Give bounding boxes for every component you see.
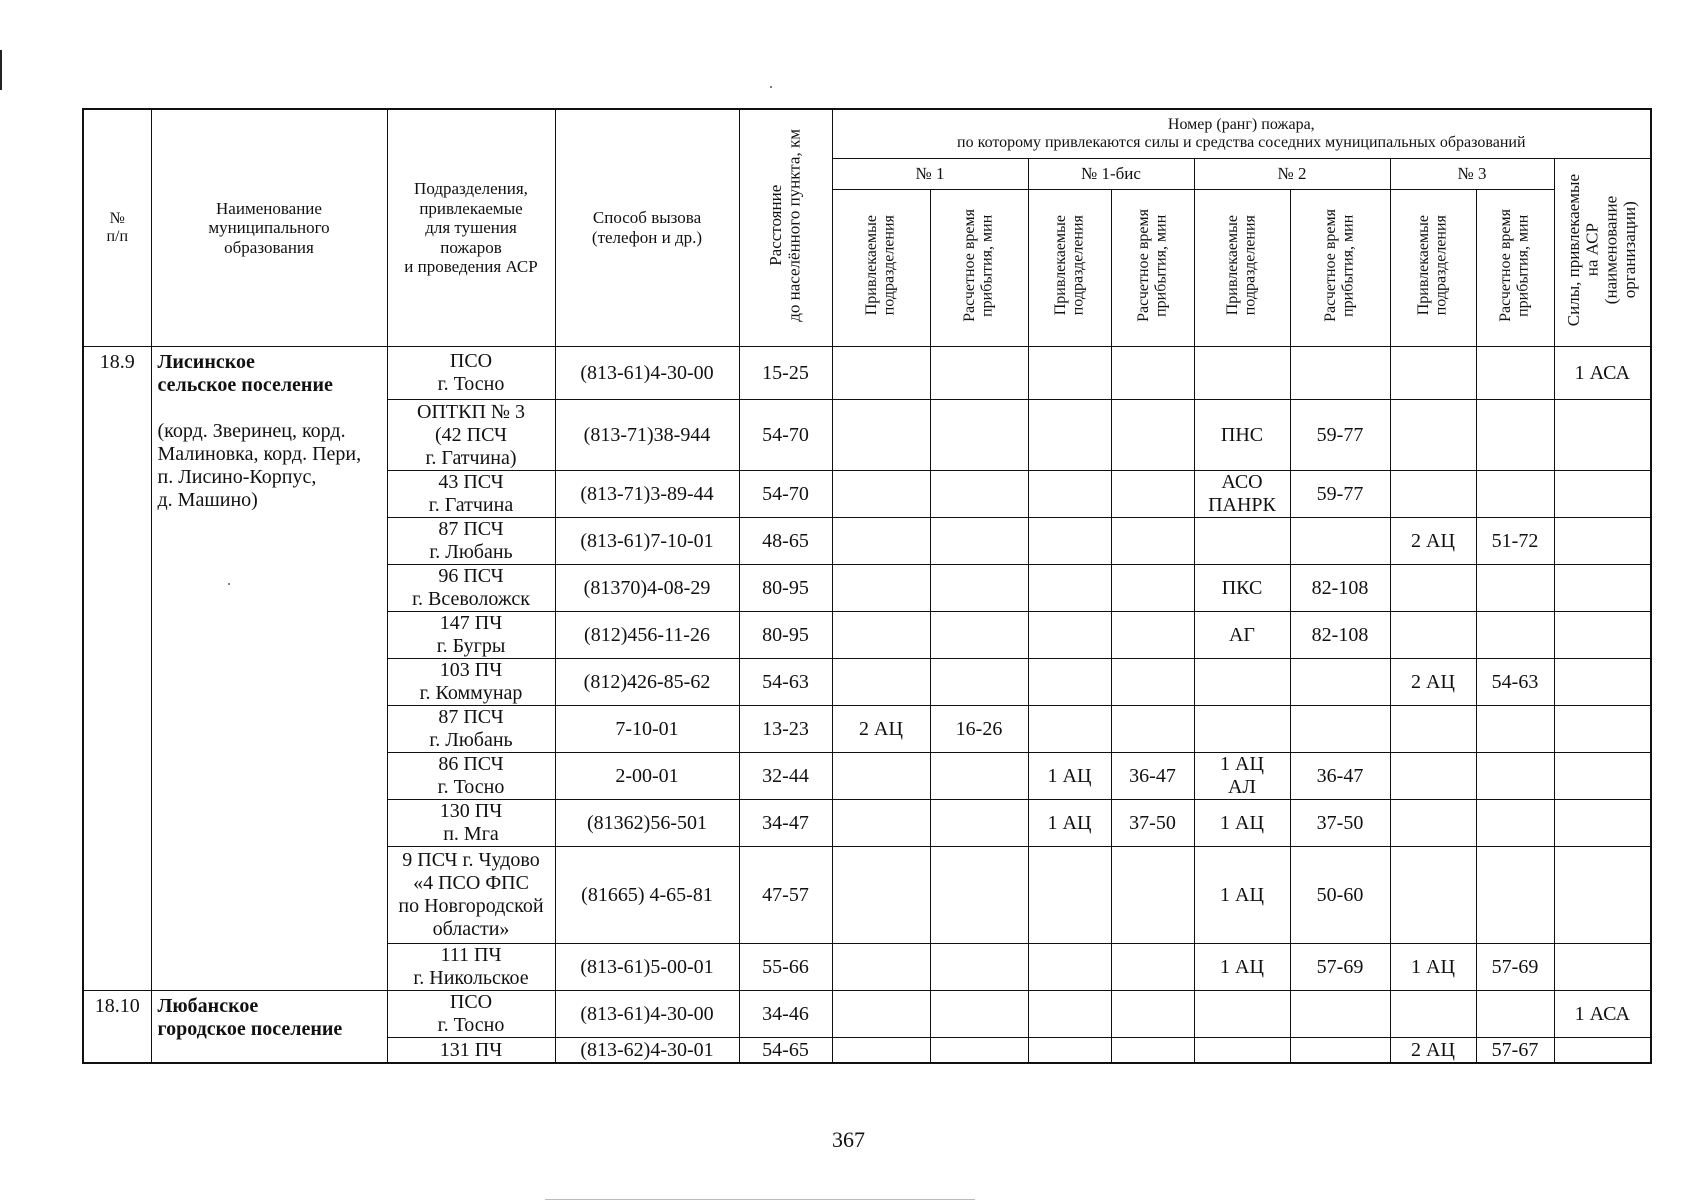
rank1bis-time-cell	[1111, 471, 1194, 518]
phone-cell: (812)426-85-62	[555, 659, 739, 706]
unit-cell: 87 ПСЧ г. Любань	[387, 706, 555, 753]
unit-cell: 9 ПСЧ г. Чудово «4 ПСО ФПС по Новгородской области»	[387, 847, 555, 944]
asr-cell	[1554, 659, 1651, 706]
rank3-units-cell	[1390, 347, 1476, 400]
asr-cell	[1554, 800, 1651, 847]
rank1-time-cell	[930, 612, 1028, 659]
unit-cell: 111 ПЧ г. Никольское	[387, 944, 555, 991]
rank1bis-time-cell	[1111, 659, 1194, 706]
asr-cell	[1554, 565, 1651, 612]
rank3-time-cell: 54-63	[1476, 659, 1554, 706]
rank2-units-cell: 1 АЦ АЛ	[1194, 753, 1290, 800]
rank1-units-cell	[832, 347, 930, 400]
rank2-time-cell	[1290, 347, 1390, 400]
rank1bis-units-cell	[1028, 565, 1111, 612]
phone-cell: (81665) 4-65-81	[555, 847, 739, 944]
header-fire-rank: Номер (ранг) пожара, по которому привлекаются силы и средства соседних муниципальных образований	[832, 109, 1651, 159]
rank3-time-cell: 57-69	[1476, 944, 1554, 991]
rank1-time-cell	[930, 565, 1028, 612]
rank1-units-cell	[832, 753, 930, 800]
phone-cell: (81362)56-501	[555, 800, 739, 847]
rank2-time-cell: 50-60	[1290, 847, 1390, 944]
header-rank1-time: Расчетное время прибытия, мин	[930, 190, 1028, 347]
rank1-time-cell	[930, 659, 1028, 706]
phone-cell: (813-61)7-10-01	[555, 518, 739, 565]
header-rank1bis-time: Расчетное время прибытия, мин	[1111, 190, 1194, 347]
rank1bis-units-cell	[1028, 471, 1111, 518]
rank1-units-cell	[832, 518, 930, 565]
header-rank2-time: Расчетное время прибытия, мин	[1290, 190, 1390, 347]
rank3-units-cell: 1 АЦ	[1390, 944, 1476, 991]
phone-cell: (812)456-11-26	[555, 612, 739, 659]
distance-cell: 54-63	[739, 659, 832, 706]
unit-cell: ПСО г. Тосно	[387, 991, 555, 1038]
rank1-time-cell	[930, 347, 1028, 400]
rank3-units-cell	[1390, 400, 1476, 471]
distance-cell: 55-66	[739, 944, 832, 991]
header-distance: Расстояние до населённого пункта, км	[739, 109, 832, 347]
rank3-time-cell	[1476, 991, 1554, 1038]
rank1-time-cell	[930, 400, 1028, 471]
asr-cell	[1554, 1038, 1651, 1064]
rank1bis-units-cell: 1 АЦ	[1028, 753, 1111, 800]
header-rank-1: № 1	[832, 159, 1028, 190]
rank1-time-cell	[930, 800, 1028, 847]
distance-cell: 54-65	[739, 1038, 832, 1064]
distance-cell: 13-23	[739, 706, 832, 753]
rank1bis-units-cell: 1 АЦ	[1028, 800, 1111, 847]
rank2-time-cell: 37-50	[1290, 800, 1390, 847]
fire-forces-table	[82, 108, 1652, 1064]
distance-cell: 34-47	[739, 800, 832, 847]
header-rank1-units: Привлекаемые подразделения	[832, 190, 930, 347]
rank2-units-cell: 1 АЦ	[1194, 847, 1290, 944]
rank3-time-cell: 57-67	[1476, 1038, 1554, 1064]
unit-cell: 130 ПЧ п. Мга	[387, 800, 555, 847]
header-rank3-units: Привлекаемые подразделения	[1390, 190, 1476, 347]
rank1bis-time-cell: 37-50	[1111, 800, 1194, 847]
header-rank2-units: Привлекаемые подразделения	[1194, 190, 1290, 347]
distance-cell: 54-70	[739, 400, 832, 471]
rank2-time-cell	[1290, 991, 1390, 1038]
rank3-time-cell	[1476, 347, 1554, 400]
header-municipality: Наименование муниципального образования	[151, 109, 387, 347]
rank2-units-cell	[1194, 991, 1290, 1038]
rank2-units-cell: АСО ПАНРК	[1194, 471, 1290, 518]
rank2-time-cell: 82-108	[1290, 612, 1390, 659]
asr-cell	[1554, 944, 1651, 991]
asr-cell	[1554, 753, 1651, 800]
header-asr-forces: Силы, привлекаемые на АСР (наименование организации)	[1554, 159, 1651, 347]
rank2-time-cell: 57-69	[1290, 944, 1390, 991]
rank1-time-cell	[930, 847, 1028, 944]
rank3-units-cell	[1390, 706, 1476, 753]
row-number: 18.10	[83, 991, 151, 1064]
header-rank-2: № 2	[1194, 159, 1390, 190]
asr-cell	[1554, 518, 1651, 565]
phone-cell: (81370)4-08-29	[555, 565, 739, 612]
phone-cell: 2-00-01	[555, 753, 739, 800]
header-rank1bis-units: Привлекаемые подразделения	[1028, 190, 1111, 347]
rank3-units-cell: 2 АЦ	[1390, 1038, 1476, 1064]
rank3-time-cell: 51-72	[1476, 518, 1554, 565]
phone-cell: (813-61)4-30-00	[555, 347, 739, 400]
distance-cell: 32-44	[739, 753, 832, 800]
rank1-time-cell	[930, 518, 1028, 565]
rank1-units-cell: 2 АЦ	[832, 706, 930, 753]
rank1bis-units-cell	[1028, 991, 1111, 1038]
phone-cell: (813-61)5-00-01	[555, 944, 739, 991]
rank1-units-cell	[832, 565, 930, 612]
header-rank-3: № 3	[1390, 159, 1554, 190]
rank1-units-cell	[832, 991, 930, 1038]
asr-cell	[1554, 706, 1651, 753]
rank2-time-cell	[1290, 518, 1390, 565]
rank1-units-cell	[832, 471, 930, 518]
rank1bis-time-cell: 36-47	[1111, 753, 1194, 800]
distance-cell: 34-46	[739, 991, 832, 1038]
rank3-time-cell	[1476, 706, 1554, 753]
rank1bis-time-cell	[1111, 400, 1194, 471]
row-number: 18.9	[83, 347, 151, 991]
phone-cell: (813-71)38-944	[555, 400, 739, 471]
rank1-units-cell	[832, 944, 930, 991]
rank1bis-time-cell	[1111, 944, 1194, 991]
rank1bis-units-cell	[1028, 706, 1111, 753]
unit-cell: 131 ПЧ	[387, 1038, 555, 1064]
rank3-time-cell	[1476, 565, 1554, 612]
table-row	[83, 991, 1651, 1038]
rank2-units-cell	[1194, 347, 1290, 400]
header-rank3-time: Расчетное время прибытия, мин	[1476, 190, 1554, 347]
unit-cell: 86 ПСЧ г. Тосно	[387, 753, 555, 800]
distance-cell: 47-57	[739, 847, 832, 944]
phone-cell: (813-61)4-30-00	[555, 991, 739, 1038]
rank2-time-cell: 59-77	[1290, 400, 1390, 471]
unit-cell: 87 ПСЧ г. Любань	[387, 518, 555, 565]
rank2-units-cell	[1194, 659, 1290, 706]
asr-cell: 1 АСА	[1554, 991, 1651, 1038]
distance-cell: 15-25	[739, 347, 832, 400]
rank2-units-cell: 1 АЦ	[1194, 800, 1290, 847]
phone-cell: (813-71)3-89-44	[555, 471, 739, 518]
rank2-time-cell	[1290, 659, 1390, 706]
rank2-units-cell: АГ	[1194, 612, 1290, 659]
rank1bis-units-cell	[1028, 518, 1111, 565]
rank1-time-cell	[930, 944, 1028, 991]
rank3-units-cell: 2 АЦ	[1390, 518, 1476, 565]
rank1bis-time-cell	[1111, 565, 1194, 612]
phone-cell: 7-10-01	[555, 706, 739, 753]
rank3-units-cell	[1390, 612, 1476, 659]
rank1bis-units-cell	[1028, 400, 1111, 471]
distance-cell: 80-95	[739, 565, 832, 612]
header-number: № п/п	[83, 109, 151, 347]
rank1-units-cell	[832, 847, 930, 944]
rank2-units-cell	[1194, 1038, 1290, 1064]
unit-cell: 103 ПЧ г. Коммунар	[387, 659, 555, 706]
asr-cell	[1554, 847, 1651, 944]
unit-cell: 96 ПСЧ г. Всеволожск	[387, 565, 555, 612]
rank3-time-cell	[1476, 471, 1554, 518]
rank3-units-cell	[1390, 471, 1476, 518]
unit-cell: ОПТКП № 3 (42 ПСЧ г. Гатчина)	[387, 400, 555, 471]
phone-cell: (813-62)4-30-01	[555, 1038, 739, 1064]
rank3-units-cell	[1390, 991, 1476, 1038]
rank1-time-cell	[930, 471, 1028, 518]
rank2-time-cell: 36-47	[1290, 753, 1390, 800]
municipality-name: Лисинское сельское поселение (корд. Зверинец, корд. Малиновка, корд. Пери, п. Лисино-Корпус, д. Машино)	[151, 347, 387, 991]
scan-speck	[770, 86, 772, 88]
rank1-units-cell	[832, 400, 930, 471]
rank1-units-cell	[832, 800, 930, 847]
rank1bis-units-cell	[1028, 347, 1111, 400]
rank3-time-cell	[1476, 800, 1554, 847]
rank1bis-time-cell	[1111, 1038, 1194, 1064]
unit-cell: ПСО г. Тосно	[387, 347, 555, 400]
rank1-time-cell	[930, 991, 1028, 1038]
header-call-method: Способ вызова (телефон и др.)	[555, 109, 739, 347]
rank1bis-units-cell	[1028, 659, 1111, 706]
header-units: Подразделения, привлекаемые для тушения пожаров и проведения АСР	[387, 109, 555, 347]
rank1bis-units-cell	[1028, 612, 1111, 659]
asr-cell: 1 АСА	[1554, 347, 1651, 400]
rank2-units-cell: ПНС	[1194, 400, 1290, 471]
rank2-units-cell	[1194, 706, 1290, 753]
rank1bis-time-cell	[1111, 612, 1194, 659]
distance-cell: 54-70	[739, 471, 832, 518]
rank3-time-cell	[1476, 847, 1554, 944]
rank1-units-cell	[832, 612, 930, 659]
rank1bis-time-cell	[1111, 518, 1194, 565]
rank1bis-units-cell	[1028, 1038, 1111, 1064]
rank2-units-cell	[1194, 518, 1290, 565]
rank3-units-cell	[1390, 800, 1476, 847]
rank3-time-cell	[1476, 753, 1554, 800]
rank1bis-time-cell	[1111, 706, 1194, 753]
table-row	[83, 347, 1651, 400]
rank3-time-cell	[1476, 400, 1554, 471]
rank1-units-cell	[832, 1038, 930, 1064]
header-rank-1bis: № 1-бис	[1028, 159, 1194, 190]
asr-cell	[1554, 471, 1651, 518]
unit-cell: 147 ПЧ г. Бугры	[387, 612, 555, 659]
rank1-time-cell	[930, 753, 1028, 800]
rank3-units-cell	[1390, 565, 1476, 612]
rank1-units-cell	[832, 659, 930, 706]
rank1bis-time-cell	[1111, 347, 1194, 400]
rank2-units-cell: ПКС	[1194, 565, 1290, 612]
rank1bis-units-cell	[1028, 944, 1111, 991]
distance-cell: 48-65	[739, 518, 832, 565]
rank2-time-cell: 59-77	[1290, 471, 1390, 518]
rank2-time-cell	[1290, 706, 1390, 753]
asr-cell	[1554, 612, 1651, 659]
municipality-name: Любанское городское поселение	[151, 991, 387, 1064]
rank1bis-units-cell	[1028, 847, 1111, 944]
unit-cell: 43 ПСЧ г. Гатчина	[387, 471, 555, 518]
rank3-time-cell	[1476, 612, 1554, 659]
rank1bis-time-cell	[1111, 847, 1194, 944]
rank1-time-cell	[930, 1038, 1028, 1064]
rank3-units-cell	[1390, 753, 1476, 800]
rank2-units-cell: 1 АЦ	[1194, 944, 1290, 991]
rank2-time-cell: 82-108	[1290, 565, 1390, 612]
rank3-units-cell	[1390, 847, 1476, 944]
asr-cell	[1554, 400, 1651, 471]
page-number: 367	[832, 1127, 865, 1152]
rank2-time-cell	[1290, 1038, 1390, 1064]
rank3-units-cell: 2 АЦ	[1390, 659, 1476, 706]
scan-edge-mark	[0, 50, 2, 90]
distance-cell: 80-95	[739, 612, 832, 659]
rank1bis-time-cell	[1111, 991, 1194, 1038]
rank1-time-cell: 16-26	[930, 706, 1028, 753]
